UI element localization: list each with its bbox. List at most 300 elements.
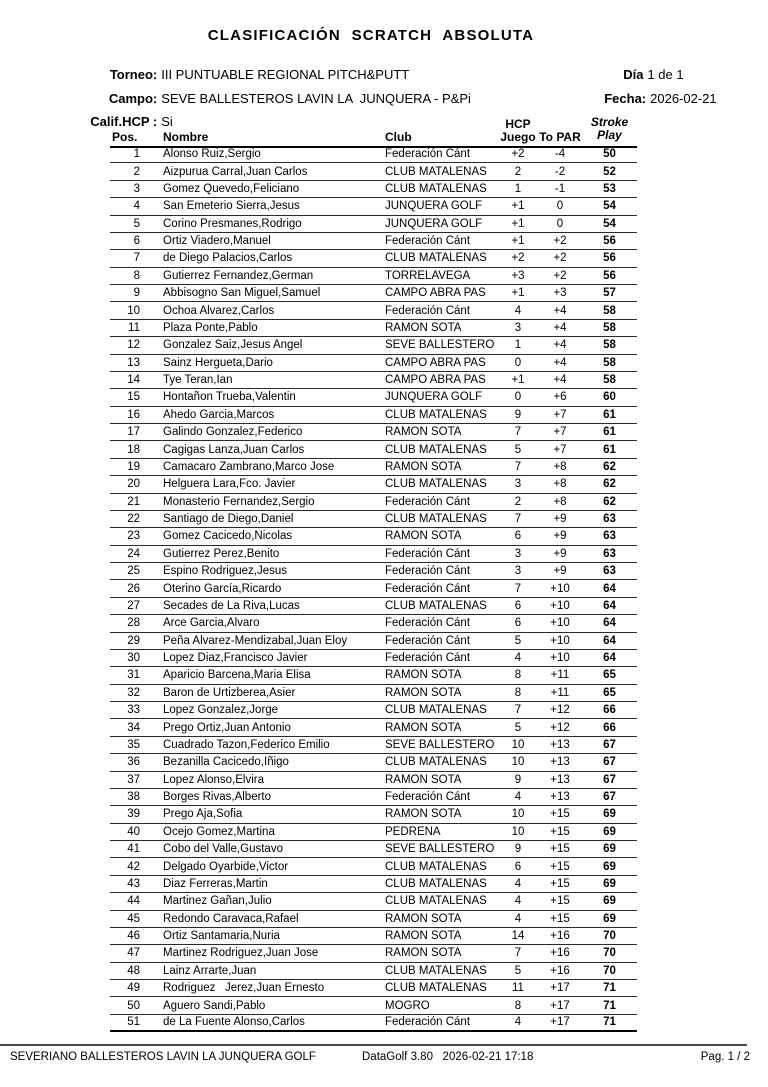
cell-stroke-play: 62 — [603, 460, 616, 473]
table-row — [110, 181, 637, 198]
cell-to-par: +6 — [553, 391, 567, 404]
cell-nombre: Cagigas Lanza,Juan Carlos — [163, 443, 305, 456]
cell-nombre: Baron de Urtizberea,Asier — [163, 686, 296, 699]
table-row — [110, 911, 637, 928]
cell-pos: 45 — [127, 912, 140, 925]
cell-to-par: +3 — [553, 287, 567, 300]
cell-pos: 35 — [127, 738, 140, 751]
footer-course-name: SEVERIANO BALLESTEROS LAVIN LA JUNQUERA GOLF — [10, 1051, 316, 1063]
cell-stroke-play: 60 — [603, 391, 616, 404]
cell-to-par: +4 — [553, 304, 567, 317]
cell-hcp-juego: 6 — [514, 530, 522, 543]
cell-to-par: +15 — [550, 877, 570, 890]
cell-pos: 17 — [127, 426, 140, 439]
table-row — [110, 441, 637, 458]
cell-hcp-juego: +1 — [511, 287, 525, 300]
cell-stroke-play: 62 — [603, 495, 616, 508]
cell-hcp-juego: +1 — [511, 235, 525, 248]
cell-stroke-play: 63 — [603, 530, 616, 543]
cell-pos: 36 — [127, 756, 140, 769]
cell-hcp-juego: 4 — [514, 652, 522, 665]
table-row — [110, 580, 637, 597]
cell-hcp-juego: 10 — [511, 825, 525, 838]
cell-hcp-juego: 0 — [514, 356, 522, 369]
cell-nombre: Gomez Cacicedo,Nicolas — [163, 530, 293, 543]
cell-to-par: +4 — [553, 374, 567, 387]
cell-stroke-play: 63 — [603, 547, 616, 560]
torneo-value: III PUNTUABLE REGIONAL PITCH&PUTT — [161, 67, 410, 82]
cell-to-par: +10 — [550, 582, 570, 595]
cell-hcp-juego: 8 — [514, 669, 522, 682]
cell-club: Federación Cánt — [385, 304, 471, 317]
cell-nombre: Alonso Ruiz,Sergio — [163, 148, 261, 161]
cell-to-par: -2 — [554, 165, 566, 178]
cell-hcp-juego: 5 — [514, 634, 522, 647]
cell-nombre: Santiago de Diego,Daniel — [163, 513, 294, 526]
torneo-label: Torneo: — [109, 67, 158, 82]
cell-hcp-juego: 3 — [514, 565, 522, 578]
table-row — [110, 893, 637, 910]
cell-hcp-juego: +2 — [511, 252, 525, 265]
cell-hcp-juego: 7 — [514, 947, 522, 960]
cell-club: Federación Cánt — [385, 582, 471, 595]
cell-hcp-juego: 2 — [514, 495, 522, 508]
cell-stroke-play: 54 — [603, 200, 616, 213]
cell-hcp-juego: 5 — [514, 721, 522, 734]
cell-to-par: +8 — [553, 495, 567, 508]
calif-hcp-value: Si — [161, 114, 173, 129]
cell-pos: 19 — [127, 460, 140, 473]
column-header-nombre: Nombre — [163, 130, 209, 144]
cell-nombre: Monasterio Fernandez,Sergio — [163, 495, 315, 508]
cell-nombre: Martinez Gañan,Julio — [163, 895, 272, 908]
cell-club: RAMON SOTA — [385, 930, 462, 943]
table-row — [110, 997, 637, 1014]
table-row — [110, 476, 637, 493]
table-row — [110, 563, 637, 580]
cell-to-par: +15 — [550, 808, 570, 821]
cell-club: Federación Cánt — [385, 652, 471, 665]
cell-club: CLUB MATALEÑAS — [385, 165, 487, 178]
cell-pos: 14 — [127, 374, 140, 387]
cell-to-par: +17 — [550, 999, 570, 1012]
cell-to-par: +15 — [550, 825, 570, 838]
cell-club: Federación Cánt — [385, 148, 471, 161]
cell-stroke-play: 65 — [603, 669, 616, 682]
table-row — [110, 824, 637, 841]
table-row — [110, 963, 637, 980]
cell-club: CLUB MATALEÑAS — [385, 408, 487, 421]
cell-club: CLUB MATALEÑAS — [385, 860, 487, 873]
cell-pos: 25 — [127, 565, 140, 578]
cell-stroke-play: 69 — [603, 895, 616, 908]
cell-stroke-play: 64 — [603, 652, 616, 665]
cell-hcp-juego: +1 — [511, 217, 525, 230]
table-row — [110, 546, 637, 563]
cell-nombre: Diaz Ferreras,Martin — [163, 877, 268, 890]
cell-stroke-play: 62 — [603, 478, 616, 491]
cell-stroke-play: 58 — [603, 321, 616, 334]
cell-stroke-play: 57 — [603, 287, 616, 300]
table-row — [110, 250, 637, 267]
cell-stroke-play: 58 — [603, 374, 616, 387]
cell-to-par: +11 — [550, 669, 570, 682]
cell-pos: 22 — [127, 513, 140, 526]
cell-stroke-play: 54 — [603, 217, 616, 230]
cell-nombre: Peña Alvarez-Mendizabal,Juan Eloy — [163, 634, 348, 647]
column-header-stroke-play — [582, 116, 637, 146]
cell-hcp-juego: +1 — [511, 374, 525, 387]
cell-pos: 8 — [133, 269, 140, 282]
cell-nombre: Hontañon Trueba,Valentin — [163, 391, 296, 404]
cell-hcp-juego: +2 — [511, 148, 525, 161]
cell-stroke-play: 69 — [603, 808, 616, 821]
table-row — [110, 407, 637, 424]
cell-pos: 34 — [127, 721, 140, 734]
table-row — [110, 1015, 637, 1032]
cell-nombre: Abbisogno San Miguel,Samuel — [163, 287, 321, 300]
fecha-label: Fecha: — [604, 91, 647, 106]
cell-to-par: +7 — [553, 426, 567, 439]
cell-pos: 9 — [133, 287, 140, 300]
cell-hcp-juego: 4 — [514, 304, 522, 317]
cell-hcp-juego: 4 — [514, 912, 522, 925]
cell-nombre: Gutierrez Perez,Benito — [163, 547, 280, 560]
cell-nombre: Lopez Diaz,Francisco Javier — [163, 652, 308, 665]
dia-value: 1 de 1 — [647, 67, 684, 82]
cell-nombre: Gutierrez Fernandez,German — [163, 269, 314, 282]
cell-pos: 27 — [127, 599, 140, 612]
results-table-body — [110, 146, 637, 1032]
cell-pos: 39 — [127, 808, 140, 821]
cell-pos: 48 — [127, 964, 140, 977]
cell-club: TORRELAVEGA — [385, 269, 471, 282]
cell-to-par: -4 — [554, 148, 566, 161]
cell-nombre: Camacaro Zambrano,Marco Jose — [163, 460, 335, 473]
cell-club: CLUB MATALEÑAS — [385, 252, 487, 265]
cell-stroke-play: 61 — [603, 443, 616, 456]
cell-nombre: Rodriguez Jerez,Juan Ernesto — [163, 982, 325, 995]
cell-pos: 10 — [127, 304, 140, 317]
dia-label: Día — [623, 67, 644, 82]
cell-hcp-juego: 7 — [514, 426, 522, 439]
cell-pos: 42 — [127, 860, 140, 873]
cell-to-par: +13 — [550, 738, 570, 751]
cell-pos: 15 — [127, 391, 140, 404]
cell-nombre: Lainz Arrarte,Juan — [163, 964, 257, 977]
table-row — [110, 928, 637, 945]
table-row — [110, 511, 637, 528]
cell-to-par: +4 — [553, 321, 567, 334]
cell-stroke-play: 71 — [603, 982, 616, 995]
cell-stroke-play: 67 — [603, 791, 616, 804]
cell-nombre: San Emeterio Sierra,Jesus — [163, 200, 300, 213]
cell-pos: 29 — [127, 634, 140, 647]
cell-nombre: Arce Garcia,Alvaro — [163, 617, 260, 630]
cell-stroke-play: 66 — [603, 721, 616, 734]
cell-nombre: Sainz Hergueta,Dario — [163, 356, 273, 369]
cell-stroke-play: 50 — [603, 148, 616, 161]
cell-nombre: Cuadrado Tazon,Federico Emilio — [163, 738, 330, 751]
table-row — [110, 424, 637, 441]
cell-stroke-play: 65 — [603, 686, 616, 699]
cell-pos: 21 — [127, 495, 140, 508]
cell-stroke-play: 56 — [603, 252, 616, 265]
table-row — [110, 528, 637, 545]
cell-pos: 20 — [127, 478, 140, 491]
cell-hcp-juego: +3 — [511, 269, 525, 282]
cell-to-par: 0 — [556, 217, 564, 230]
cell-nombre: Ahedo Garcia,Marcos — [163, 408, 275, 421]
cell-pos: 4 — [133, 200, 140, 213]
cell-pos: 47 — [127, 947, 140, 960]
cell-pos: 49 — [127, 982, 140, 995]
cell-club: PEDREÑA — [385, 825, 441, 838]
table-row — [110, 198, 637, 215]
table-row — [110, 772, 637, 789]
cell-to-par: +15 — [550, 912, 570, 925]
cell-club: RAMON SOTA — [385, 912, 462, 925]
cell-nombre: Ortiz Santamaria,Nuria — [163, 930, 280, 943]
cell-club: CLUB MATALEÑAS — [385, 756, 487, 769]
campo-value: SEVE BALLESTEROS LAVIN LA JUNQUERA - P&Pi — [161, 91, 471, 106]
cell-hcp-juego: 9 — [514, 843, 522, 856]
cell-nombre: Ocejo Gomez,Martina — [163, 825, 275, 838]
cell-club: CLUB MATALEÑAS — [385, 513, 487, 526]
cell-to-par: +9 — [553, 530, 567, 543]
cell-stroke-play: 69 — [603, 843, 616, 856]
table-row — [110, 355, 637, 372]
cell-club: Federación Cánt — [385, 495, 471, 508]
cell-nombre: de La Fuente Alonso,Carlos — [163, 1016, 305, 1029]
cell-club: RAMON SOTA — [385, 460, 462, 473]
cell-club: Federación Cánt — [385, 791, 471, 804]
cell-hcp-juego: 2 — [514, 165, 522, 178]
cell-hcp-juego: 6 — [514, 617, 522, 630]
table-row — [110, 598, 637, 615]
cell-nombre: Prego Aja,Sofia — [163, 808, 243, 821]
cell-club: RAMON SOTA — [385, 947, 462, 960]
cell-club: JUNQUERA GOLF — [385, 200, 483, 213]
cell-club: Federación Cánt — [385, 617, 471, 630]
cell-stroke-play: 70 — [603, 947, 616, 960]
cell-nombre: Ortiz Viadero,Manuel — [163, 235, 271, 248]
table-row — [110, 858, 637, 875]
cell-club: JUNQUERA GOLF — [385, 391, 483, 404]
table-row — [110, 337, 637, 354]
cell-hcp-juego: 6 — [514, 599, 522, 612]
cell-to-par: +4 — [553, 356, 567, 369]
table-row — [110, 806, 637, 823]
cell-club: SEVE BALLESTERO — [385, 339, 495, 352]
table-row — [110, 737, 637, 754]
cell-pos: 11 — [128, 321, 140, 334]
cell-club: RAMON SOTA — [385, 808, 462, 821]
cell-club: RAMON SOTA — [385, 321, 462, 334]
cell-nombre: Redondo Caravaca,Rafael — [163, 912, 299, 925]
cell-pos: 23 — [127, 530, 140, 543]
cell-to-par: +15 — [550, 860, 570, 873]
table-row — [110, 163, 637, 180]
cell-nombre: Delgado Oyarbide,Victor — [163, 860, 289, 873]
meta-line-fecha — [597, 76, 717, 106]
cell-club: RAMON SOTA — [385, 426, 462, 439]
cell-stroke-play: 70 — [603, 964, 616, 977]
cell-hcp-juego: 4 — [514, 877, 522, 890]
cell-pos: 24 — [127, 547, 140, 560]
cell-to-par: 0 — [556, 200, 564, 213]
cell-stroke-play: 64 — [603, 634, 616, 647]
cell-pos: 50 — [127, 999, 140, 1012]
cell-pos: 41 — [127, 843, 140, 856]
cell-stroke-play: 58 — [603, 304, 616, 317]
table-row — [110, 945, 637, 962]
cell-hcp-juego: 10 — [511, 808, 525, 821]
cell-to-par: +13 — [550, 756, 570, 769]
table-row — [110, 685, 637, 702]
cell-club: CLUB MATALEÑAS — [385, 599, 487, 612]
cell-hcp-juego: 1 — [514, 182, 522, 195]
cell-club: MOGRO — [385, 999, 430, 1012]
cell-to-par: +15 — [550, 895, 570, 908]
column-header-pos: Pos. — [112, 130, 138, 144]
cell-nombre: Helguera Lara,Fco. Javier — [163, 478, 296, 491]
cell-pos: 28 — [127, 617, 140, 630]
cell-to-par: +10 — [550, 617, 570, 630]
cell-stroke-play: 67 — [603, 773, 616, 786]
footer-software-timestamp: DataGolf 3.80 2026-02-21 17:18 — [362, 1051, 534, 1063]
cell-hcp-juego: 4 — [514, 791, 522, 804]
cell-hcp-juego: 7 — [514, 704, 522, 717]
cell-stroke-play: 63 — [603, 513, 616, 526]
cell-stroke-play: 58 — [603, 339, 616, 352]
cell-nombre: Lopez Alonso,Elvira — [163, 773, 265, 786]
cell-to-par: +2 — [553, 252, 567, 265]
cell-stroke-play: 67 — [603, 756, 616, 769]
cell-nombre: Secades de La Riva,Lucas — [163, 599, 300, 612]
cell-to-par: +2 — [553, 269, 567, 282]
cell-club: CLUB MATALEÑAS — [385, 478, 487, 491]
cell-to-par: +10 — [550, 599, 570, 612]
cell-hcp-juego: 9 — [514, 408, 522, 421]
cell-hcp-juego: 4 — [514, 895, 522, 908]
cell-nombre: Espino Rodriguez,Jesus — [163, 565, 288, 578]
cell-pos: 5 — [133, 217, 140, 230]
cell-hcp-juego: 5 — [514, 964, 522, 977]
cell-to-par: +9 — [553, 547, 567, 560]
cell-stroke-play: 71 — [603, 1016, 616, 1029]
calif-hcp-label: Calif.HCP : — [90, 114, 158, 129]
cell-to-par: +11 — [550, 686, 570, 699]
table-row — [110, 494, 637, 511]
cell-to-par: +12 — [550, 721, 570, 734]
table-row — [110, 667, 637, 684]
cell-hcp-juego: 10 — [511, 738, 525, 751]
cell-club: CLUB MATALEÑAS — [385, 704, 487, 717]
cell-club: RAMON SOTA — [385, 721, 462, 734]
cell-stroke-play: 56 — [603, 235, 616, 248]
cell-club: SEVE BALLESTERO — [385, 738, 495, 751]
table-row — [110, 216, 637, 233]
cell-hcp-juego: 6 — [514, 860, 522, 873]
cell-nombre: Galindo Gonzalez,Federico — [163, 426, 303, 439]
cell-hcp-juego: 1 — [514, 339, 522, 352]
cell-hcp-juego: 9 — [514, 773, 522, 786]
cell-club: SEVE BALLESTERO — [385, 843, 495, 856]
cell-nombre: Lopez Gonzalez,Jorge — [163, 704, 279, 717]
cell-pos: 7 — [133, 252, 140, 265]
table-row — [110, 389, 637, 406]
cell-nombre: Prego Ortiz,Juan Antonio — [163, 721, 291, 734]
cell-to-par: +17 — [550, 982, 570, 995]
cell-pos: 51 — [127, 1016, 140, 1029]
table-header-row — [110, 104, 637, 148]
footer-page-number: Pag. 1 / 2 — [700, 1051, 750, 1063]
cell-to-par: +7 — [553, 408, 567, 421]
cell-to-par: -1 — [554, 182, 566, 195]
cell-stroke-play: 67 — [603, 738, 616, 751]
cell-to-par: +16 — [550, 930, 570, 943]
cell-nombre: Gomez Quevedo,Feliciano — [163, 182, 300, 195]
cell-club: CLUB MATALEÑAS — [385, 982, 487, 995]
table-row — [110, 268, 637, 285]
cell-club: CLUB MATALEÑAS — [385, 877, 487, 890]
table-row — [110, 615, 637, 632]
table-row — [110, 789, 637, 806]
cell-hcp-juego: 7 — [514, 460, 522, 473]
table-row — [110, 633, 637, 650]
cell-pos: 30 — [127, 652, 140, 665]
cell-to-par: +13 — [550, 773, 570, 786]
cell-pos: 12 — [127, 339, 140, 352]
column-header-hcp-juego — [498, 118, 538, 146]
cell-stroke-play: 64 — [603, 617, 616, 630]
table-row — [110, 285, 637, 302]
cell-club: CAMPO ABRA PAS — [385, 287, 486, 300]
hcp-header-line1: HCP — [505, 118, 531, 131]
cell-club: Federación Cánt — [385, 634, 471, 647]
footer-divider — [0, 1044, 747, 1046]
cell-pos: 44 — [127, 895, 140, 908]
hcp-header-line2: Juego — [500, 130, 536, 144]
cell-stroke-play: 70 — [603, 930, 616, 943]
cell-club: CLUB MATALEÑAS — [385, 895, 487, 908]
cell-hcp-juego: 7 — [514, 513, 522, 526]
cell-nombre: Gonzalez Saiz,Jesus Angel — [163, 339, 303, 352]
cell-pos: 3 — [133, 182, 140, 195]
cell-to-par: +17 — [550, 1016, 570, 1029]
cell-hcp-juego: +1 — [511, 200, 525, 213]
cell-nombre: Ochoa Alvarez,Carlos — [163, 304, 275, 317]
cell-stroke-play: 69 — [603, 825, 616, 838]
cell-club: Federación Cánt — [385, 1016, 471, 1029]
cell-to-par: +16 — [550, 947, 570, 960]
table-row — [110, 233, 637, 250]
column-header-to-par: To PAR — [539, 130, 581, 144]
cell-nombre: Corino Presmanes,Rodrigo — [163, 217, 302, 230]
cell-club: CAMPO ABRA PAS — [385, 356, 486, 369]
cell-to-par: +13 — [550, 791, 570, 804]
cell-pos: 37 — [127, 773, 140, 786]
cell-to-par: +4 — [553, 339, 567, 352]
cell-nombre: Martinez Rodriguez,Juan Jose — [163, 947, 319, 960]
cell-hcp-juego: 5 — [514, 443, 522, 456]
table-row — [110, 320, 637, 337]
cell-to-par: +9 — [553, 565, 567, 578]
cell-stroke-play: 64 — [603, 582, 616, 595]
cell-stroke-play: 53 — [603, 182, 616, 195]
cell-pos: 2 — [133, 165, 140, 178]
